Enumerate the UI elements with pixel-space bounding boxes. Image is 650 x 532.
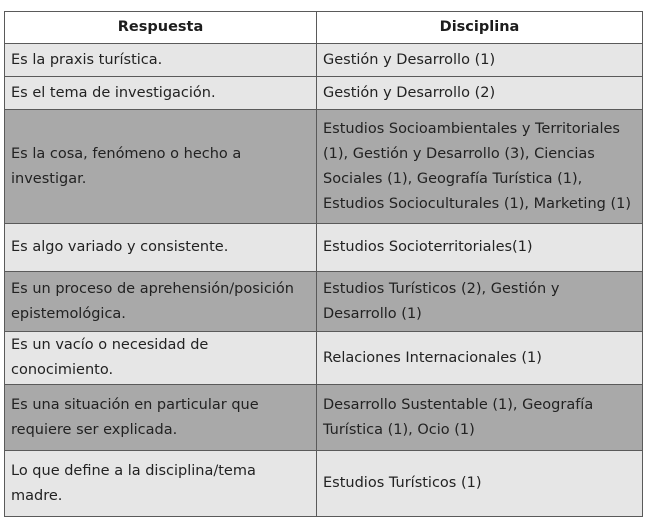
cell-disciplina: Estudios Socioambientales y Territoriales (1), Gestión y Desarrollo (3), Ciencias Sociales (1), Geografía Turística (1), Estudios Socioculturales (1), Marketing (1): [317, 110, 643, 224]
table-row: [5, 272, 643, 332]
cell-respuesta: Es un proceso de aprehensión/posición epistemológica.: [5, 272, 317, 332]
table-row: [5, 385, 643, 451]
cell-respuesta: Es una situación en particular que requiere ser explicada.: [5, 385, 317, 451]
cell-disciplina: Desarrollo Sustentable (1), Geografía Turística (1), Ocio (1): [317, 385, 643, 451]
response-discipline-table: [4, 11, 643, 517]
cell-respuesta: Es la cosa, fenómeno o hecho a investigar.: [5, 110, 317, 224]
cell-disciplina: Gestión y Desarrollo (2): [317, 77, 643, 110]
table-row: [5, 44, 643, 77]
cell-respuesta: Es un vacío o necesidad de conocimiento.: [5, 332, 317, 385]
cell-respuesta: Lo que define a la disciplina/tema madre.: [5, 451, 317, 517]
cell-respuesta: Es el tema de investigación.: [5, 77, 317, 110]
table-header-row: [5, 12, 643, 44]
cell-respuesta: Es algo variado y consistente.: [5, 224, 317, 272]
table-row: [5, 332, 643, 385]
cell-respuesta: Es la praxis turística.: [5, 44, 317, 77]
cell-disciplina: Gestión y Desarrollo (1): [317, 44, 643, 77]
header-disciplina: Disciplina: [317, 12, 643, 44]
table-row: [5, 110, 643, 224]
table-row: [5, 451, 643, 517]
cell-disciplina: Estudios Socioterritoriales(1): [317, 224, 643, 272]
cell-disciplina: Relaciones Internacionales (1): [317, 332, 643, 385]
table-row: [5, 77, 643, 110]
header-respuesta: Respuesta: [5, 12, 317, 44]
cell-disciplina: Estudios Turísticos (2), Gestión y Desarrollo (1): [317, 272, 643, 332]
table-row: [5, 224, 643, 272]
cell-disciplina: Estudios Turísticos (1): [317, 451, 643, 517]
